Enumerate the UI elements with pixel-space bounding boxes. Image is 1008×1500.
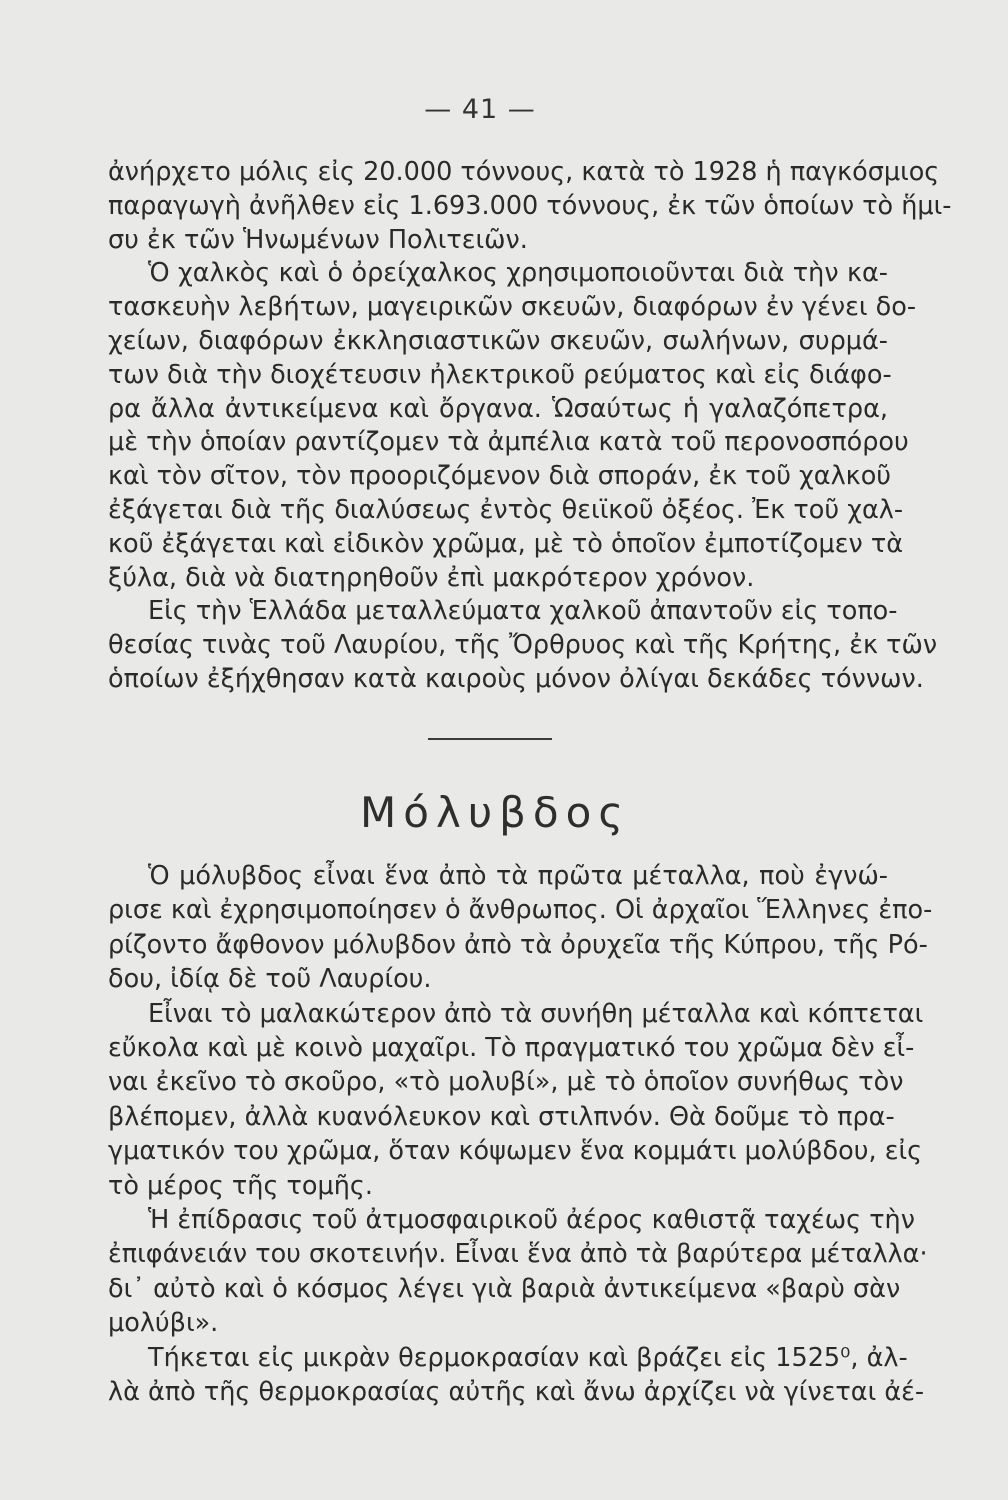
text-line: ὁποίων ἐξήχθησαν κατὰ καιροὺς μόνον ὀλίγαι δεκάδες τόννων.: [108, 664, 924, 694]
text-line: ναι ἐκεῖνο τὸ σκοῦρο, «τὸ μολυβί», μὲ τὸ ὁποῖον συνήθως τὸν: [108, 1067, 904, 1098]
section-divider: [428, 738, 552, 740]
text-line: ἐπιφάνειάν του σκοτεινήν. Εἶναι ἕνα ἀπὸ τὰ βαρύτερα μέταλλα·: [108, 1239, 928, 1270]
text-line: κοῦ ἐξάγεται καὶ εἰδικὸν χρῶμα, μὲ τὸ ὁποῖον ἐμποτίζομεν τὰ: [108, 528, 904, 559]
text-line: ρα ἄλλα ἀντικείμενα καὶ ὄργανα. Ὡσαύτως ἡ γαλαζόπετρα,: [108, 393, 888, 424]
text-line: εὔκολα καὶ μὲ κοινὸ μαχαῖρι. Τὸ πραγματικό του χρῶμα δὲν εἶ-: [108, 1033, 915, 1063]
text-line: Εἰς τὴν Ἑλλάδα μεταλλεύματα χαλκοῦ ἀπαντοῦν εἰς τοπο-: [148, 596, 898, 627]
text-line: Ὁ μόλυβδος εἶναι ἕνα ἀπὸ τὰ πρῶτα μέταλλα, ποὺ ἐγνώ-: [148, 861, 888, 891]
text-line: δι᾽ αὐτὸ καὶ ὁ κόσμος λέγει γιὰ βαριὰ ἀντικείμενα «βαρὺ σὰν: [108, 1273, 901, 1304]
text-line: τὸ μέρος τῆς τομῆς.: [108, 1170, 373, 1201]
text-line: γματικόν του χρῶμα, ὅταν κόψωμεν ἕνα κομμάτι μολύβδου, εἰς: [108, 1136, 923, 1167]
text-line: ἀνήρχετο μόλις εἰς 20.000 τόννους, κατὰ τὸ 1928 ἡ παγκόσμιος: [108, 157, 940, 187]
text-line: Εἶναι τὸ μαλακώτερον ἀπὸ τὰ συνήθη μέταλλα καὶ κόπτεται: [148, 998, 924, 1029]
text-line: Ὁ χαλκὸς καὶ ὁ ὀρείχαλκος χρησιμοποιοῦνται διὰ τὴν κα-: [148, 258, 888, 289]
text-line: λὰ ἀπὸ τῆς θερμοκρασίας αὐτῆς καὶ ἄνω ἀρχίζει νὰ γίνεται ἀέ-: [108, 1377, 925, 1407]
text-line: Τήκεται εἰς μικρὰν θερμοκρασίαν καὶ βράζει εἰς 1525⁰, ἀλ-: [148, 1342, 908, 1373]
text-line: δου, ἰδίᾳ δὲ τοῦ Λαυρίου.: [108, 964, 432, 995]
text-line: καὶ τὸν σῖτον, τὸν προοριζόμενον διὰ σποράν, ἐκ τοῦ χαλκοῦ: [108, 461, 892, 492]
text-line: θεσίας τινὰς τοῦ Λαυρίου, τῆς Ὄρθρυος καὶ τῆς Κρήτης, ἐκ τῶν: [108, 630, 938, 661]
text-line: βλέπομεν, ἀλλὰ κυανόλευκον καὶ στιλπνόν. Θὰ δοῦμε τὸ πρα-: [108, 1101, 895, 1132]
text-line: παραγωγὴ ἀνῆλθεν εἰς 1.693.000 τόννους, ἐκ τῶν ὁποίων τὸ ἥμι-: [108, 190, 952, 221]
text-line: μὲ τὴν ὁποίαν ραντίζομεν τὰ ἀμπέλια κατὰ τοῦ περονοσπόρου: [108, 427, 909, 458]
text-line: τασκευὴν λεβήτων, μαγειρικῶν σκευῶν, διαφόρων ἐν γένει δο-: [108, 292, 917, 323]
text-line: χείων, διαφόρων ἐκκλησιαστικῶν σκευῶν, σωλήνων, συρμά-: [108, 326, 888, 356]
text-line: ρισε καὶ ἐχρησιμοποίησεν ὁ ἄνθρωπος. Οἱ ἀρχαῖοι Ἕλληνες ἐπο-: [108, 895, 933, 926]
text-line: ξύλα, διὰ νὰ διατηρηθοῦν ἐπὶ μακρότερον χρόνον.: [108, 562, 755, 593]
text-line: ἐξάγεται διὰ τῆς διαλύσεως ἐντὸς θειϊκοῦ ὀξέος. Ἐκ τοῦ χαλ-: [108, 495, 904, 525]
text-line: των διὰ τὴν διοχέτευσιν ἠλεκτρικοῦ ρεύματος καὶ εἰς διάφο-: [108, 359, 892, 390]
text-line: μολύβι».: [108, 1308, 219, 1339]
text-line: συ ἐκ τῶν Ἡνωμένων Πολιτειῶν.: [108, 224, 528, 255]
text-line: Ἡ ἐπίδρασις τοῦ ἀτμοσφαιρικοῦ ἀέρος καθιστᾷ ταχέως τὴν: [148, 1205, 915, 1235]
text-line: ρίζοντο ἄφθονον μόλυβδον ἀπὸ τὰ ὀρυχεῖα τῆς Κύπρου, τῆς Ρό-: [108, 929, 928, 960]
page-number: — 41 —: [424, 94, 536, 125]
section-heading-lead: Μόλυβδος: [360, 788, 630, 837]
